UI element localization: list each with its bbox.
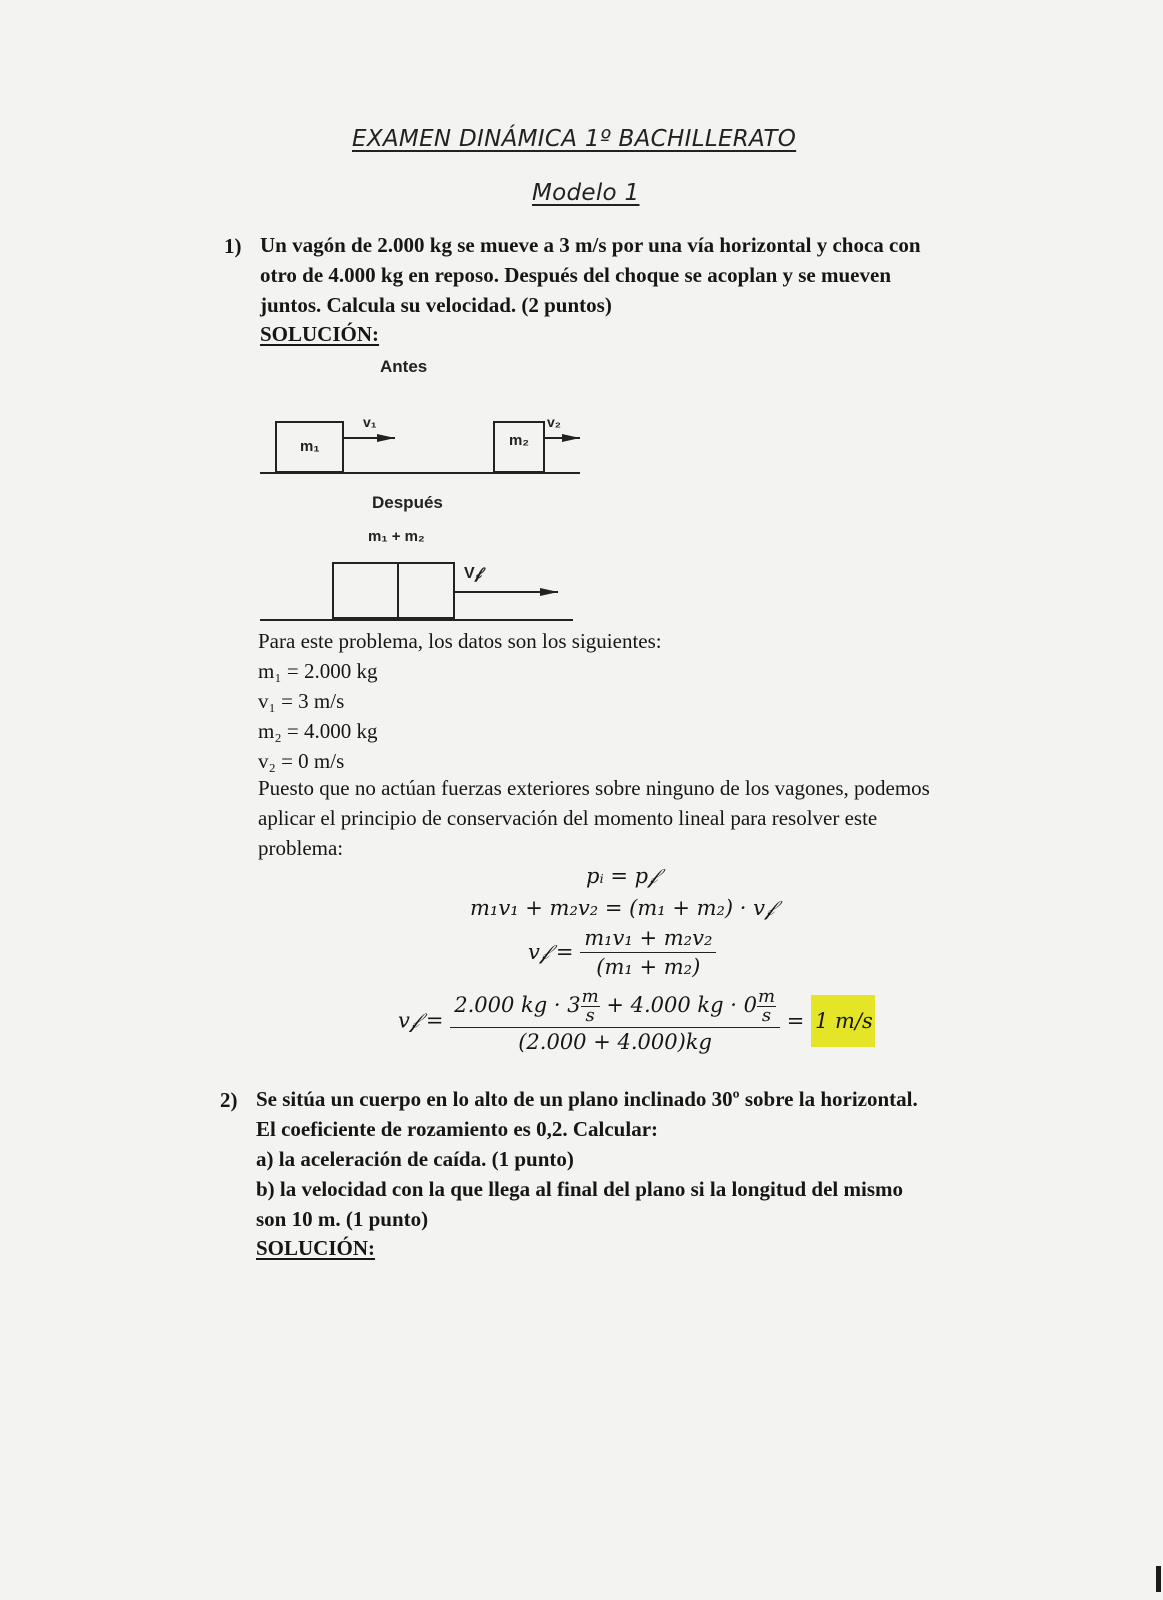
question-2-line: son 10 m. (1 punto) [256, 1207, 429, 1231]
wagon-m2-label: m₂ [509, 432, 530, 449]
unit-ms-fraction: $\frac{m}{s}$ [757, 986, 776, 1026]
data-item: m₁ = 2.000 kg [258, 659, 378, 683]
equation-equals: = [786, 1009, 805, 1033]
explanation-line: Puesto que no actúan fuerzas exteriores sobre ninguno de los vagones, podemos [258, 776, 930, 800]
equation-vf-sub-fraction [450, 988, 780, 1054]
numerator-term-2: + 4.000 kg · 0 [599, 993, 757, 1017]
velocity-v2-label: v₂ [547, 414, 562, 430]
data-item: m₂ = 4.000 kg [258, 719, 378, 743]
exam-title: EXAMEN DINÁMICA 1º BACHILLERATO [352, 126, 797, 152]
equation-vf-sub-denominator: (2.000 + 4.000)kg [518, 1030, 712, 1054]
equation-vf-formula [528, 926, 716, 979]
diagram-before-label: Antes [380, 357, 428, 376]
data-item: v₂ = 0 m/s [258, 749, 345, 773]
velocity-vf-arrow [454, 588, 558, 596]
equation-vf-sub-lhs: v𝒻 = [398, 1008, 444, 1033]
explanation-line: problema: [258, 836, 344, 860]
scan-edge-mark [1156, 1566, 1161, 1592]
velocity-v1-arrow [343, 434, 395, 442]
result-highlight: 1 m/s [811, 995, 875, 1047]
velocity-v2-arrow [544, 434, 580, 442]
velocity-vf-label: V𝒻 [464, 565, 482, 582]
equation-vf-numerator: m₁v₁ + m₂v₂ [580, 926, 716, 953]
equation-vf-denominator: (m₁ + m₂) [596, 955, 701, 979]
equation-vf-sub-numerator [450, 988, 780, 1028]
question-2-line: El coeficiente de rozamiento es 0,2. Calcular: [256, 1117, 659, 1141]
question-1-line: juntos. Calcula su velocidad. (2 puntos) [260, 293, 612, 317]
combined-mass-label: m₁ + m₂ [368, 528, 425, 545]
question-1-line: Un vagón de 2.000 kg se mueve a 3 m/s por una vía horizontal y choca con [260, 233, 921, 257]
data-intro: Para este problema, los datos son los siguientes: [258, 629, 662, 653]
question-2-line: a) la aceleración de caída. (1 punto) [256, 1147, 574, 1171]
equation-vf-fraction [580, 926, 716, 979]
collision-diagram-after [255, 550, 585, 630]
question-1-number: 1) [224, 234, 242, 258]
explanation-text [258, 773, 930, 863]
coupled-wagons-box [333, 563, 454, 618]
question-2-text [256, 1084, 918, 1234]
explanation-line: aplicar el principio de conservación del momento lineal para resolver este [258, 806, 878, 830]
data-item: v₁ = 3 m/s [258, 689, 345, 713]
exam-model: Modelo 1 [532, 180, 640, 206]
equation-momentum-conservation: pᵢ = p𝒻 [586, 864, 658, 888]
question-1-solution-label: SOLUCIÓN: [260, 322, 380, 346]
equation-momentum-expanded: m₁v₁ + m₂v₂ = (m₁ + m₂) · v𝒻 [470, 896, 775, 920]
question-2-line: b) la velocidad con la que llega al final del plano si la longitud del mismo [256, 1177, 904, 1201]
numerator-term-1: 2.000 kg · 3 [454, 993, 581, 1017]
question-1-line: otro de 4.000 kg en reposo. Después del choque se acoplan y se mueven [260, 263, 891, 287]
question-2-solution-label: SOLUCIÓN: [256, 1236, 376, 1260]
question-1-text [260, 230, 921, 320]
question-2-line: Se sitúa un cuerpo en lo alto de un plano inclinado 30º sobre la horizontal. [256, 1087, 918, 1111]
collision-diagram-before [255, 405, 595, 485]
equation-vf-substituted [398, 988, 875, 1054]
diagram-after-label: Después [372, 493, 443, 512]
velocity-v1-label: v₁ [363, 414, 377, 430]
wagon-m1-label: m₁ [300, 438, 320, 455]
data-list [258, 656, 378, 776]
question-2-number: 2) [220, 1088, 238, 1112]
equation-vf-lhs: v𝒻 = [528, 940, 574, 964]
unit-ms-fraction: $\frac{m}{s}$ [581, 986, 599, 1026]
